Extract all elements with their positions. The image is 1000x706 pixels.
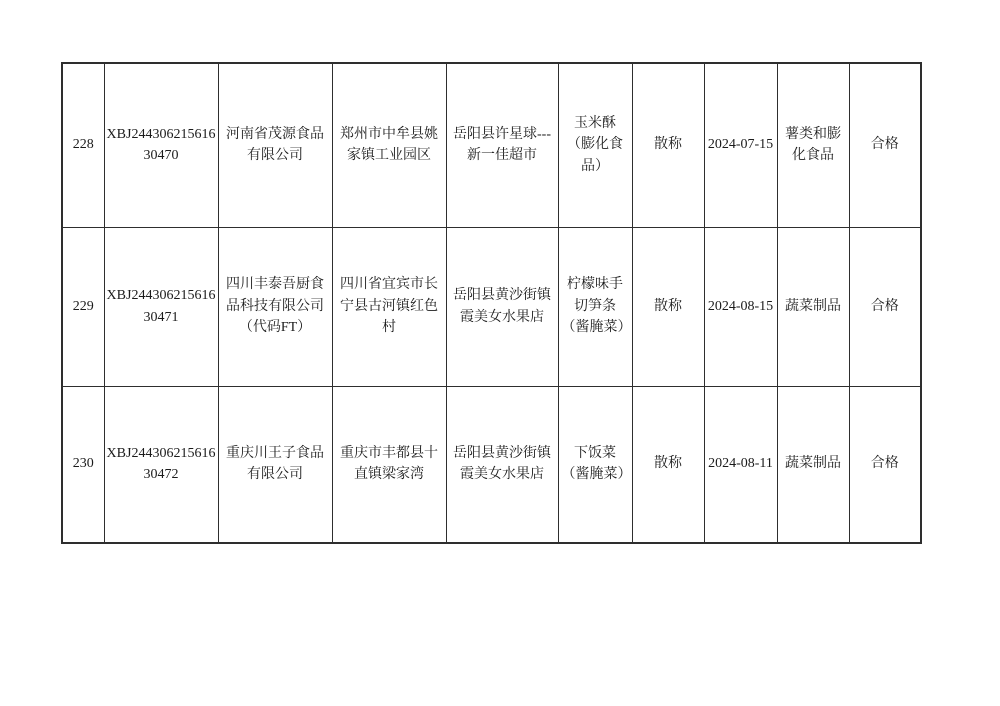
cell-production-date: 2024-07-15 [704, 63, 777, 227]
cell-sample-no: XBJ24430621561630472 [104, 386, 218, 543]
cell-product: 下饭菜（酱腌菜） [558, 386, 632, 543]
cell-producer: 四川丰泰吾厨食品科技有限公司（代码FT） [218, 227, 332, 386]
cell-seq: 229 [62, 227, 104, 386]
cell-producer: 重庆川王子食品有限公司 [218, 386, 332, 543]
table-row [62, 386, 921, 543]
cell-sample-no: XBJ24430621561630470 [104, 63, 218, 227]
table-row [62, 227, 921, 386]
cell-seq: 230 [62, 386, 104, 543]
table-body [62, 63, 921, 543]
cell-producer-address: 重庆市丰都县十直镇梁家湾 [332, 386, 446, 543]
cell-production-date: 2024-08-11 [704, 386, 777, 543]
cell-seller: 岳阳县黄沙街镇霞美女水果店 [446, 227, 558, 386]
cell-seller: 岳阳县许星球---新一佳超市 [446, 63, 558, 227]
cell-result: 合格 [849, 63, 921, 227]
cell-category: 薯类和膨化食品 [777, 63, 849, 227]
cell-product: 玉米酥（膨化食品） [558, 63, 632, 227]
cell-sample-no: XBJ24430621561630471 [104, 227, 218, 386]
inspection-results-table [61, 62, 922, 544]
cell-producer-address: 郑州市中牟县姚家镇工业园区 [332, 63, 446, 227]
cell-product: 柠檬味手切笋条（酱腌菜） [558, 227, 632, 386]
cell-seq: 228 [62, 63, 104, 227]
table-row [62, 63, 921, 227]
cell-spec: 散称 [632, 63, 704, 227]
cell-result: 合格 [849, 227, 921, 386]
cell-seller: 岳阳县黄沙街镇霞美女水果店 [446, 386, 558, 543]
cell-spec: 散称 [632, 386, 704, 543]
cell-producer-address: 四川省宜宾市长宁县古河镇红色村 [332, 227, 446, 386]
cell-production-date: 2024-08-15 [704, 227, 777, 386]
cell-category: 蔬菜制品 [777, 227, 849, 386]
cell-category: 蔬菜制品 [777, 386, 849, 543]
cell-spec: 散称 [632, 227, 704, 386]
cell-producer: 河南省茂源食品有限公司 [218, 63, 332, 227]
cell-result: 合格 [849, 386, 921, 543]
